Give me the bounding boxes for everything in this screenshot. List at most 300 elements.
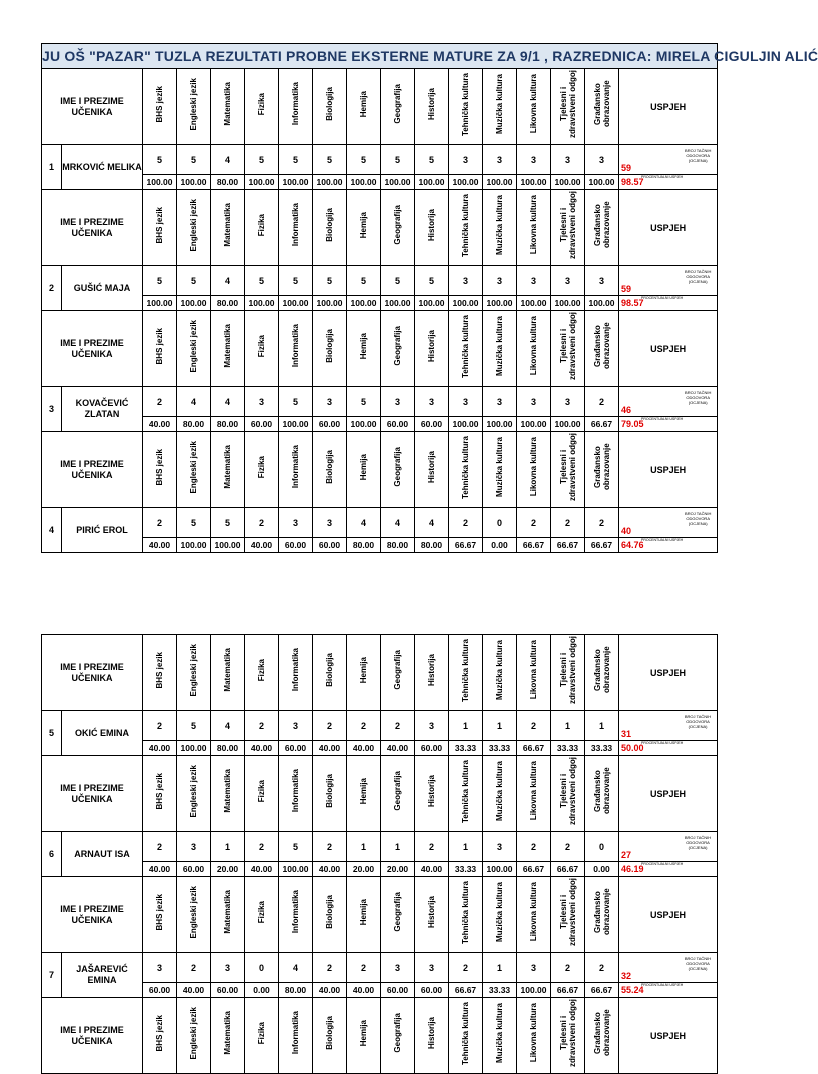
subject-header <box>279 877 313 953</box>
subject-header <box>449 69 483 145</box>
grade-cell: 3 <box>245 387 279 417</box>
subject-label: Biologija <box>325 1016 335 1050</box>
student-number: 3 <box>42 387 62 432</box>
percent-cell: 40.00 <box>313 741 347 756</box>
correct-note: BROJ TAČNIH ODGOVORA (OCJENA) <box>684 835 712 850</box>
percent-cell: 0.00 <box>585 862 619 877</box>
percent-cell: 100.00 <box>313 296 347 311</box>
subject-label: Likovna kultura <box>529 640 539 700</box>
subject-label: Historija <box>427 774 437 807</box>
percent-cell: 60.00 <box>143 983 177 998</box>
percent-total-cell <box>619 983 718 998</box>
student-name: PIRIĆ EROL <box>62 508 143 553</box>
grades-row <box>42 508 718 538</box>
percent-cell: 66.67 <box>449 538 483 553</box>
grade-cell: 5 <box>177 508 211 538</box>
correct-note: BROJ TAČNIH ODGOVORA (OCJENA) <box>685 148 712 163</box>
grade-cell: 3 <box>313 508 347 538</box>
percent-cell: 100.00 <box>279 296 313 311</box>
subject-header <box>483 635 517 711</box>
subject-label: Informatika <box>291 1011 301 1055</box>
subject-label: Građansko obrazovanje <box>592 80 611 128</box>
subject-header <box>517 69 551 145</box>
subject-label: Tehnička kultura <box>461 1001 471 1065</box>
subject-label: Historija <box>427 1016 437 1049</box>
subject-label: Informatika <box>291 890 301 934</box>
total-cell <box>619 266 718 296</box>
subject-label: Tjelesni i zdravstveni odgoj <box>558 636 577 705</box>
subject-label: Engleski jezik <box>189 319 198 373</box>
subject-header <box>279 311 313 387</box>
subject-header <box>313 877 347 953</box>
subject-header <box>143 877 177 953</box>
percent-note: PROCENTUALNI USPJEH <box>641 741 684 745</box>
grade-cell: 2 <box>313 953 347 983</box>
subject-header <box>483 432 517 508</box>
student-number: 6 <box>42 832 62 877</box>
percent-cell: 100.00 <box>415 296 449 311</box>
subject-header <box>347 635 381 711</box>
percent-total: 50.00 <box>621 743 644 753</box>
student-number: 5 <box>42 711 62 756</box>
percent-row <box>42 741 718 756</box>
subject-header <box>449 635 483 711</box>
subject-header <box>177 998 211 1074</box>
grade-cell: 3 <box>449 266 483 296</box>
subject-header <box>415 998 449 1074</box>
student-number: 7 <box>42 953 62 998</box>
percent-note: PROCENTUALNI USPJEH <box>641 417 684 421</box>
subject-label: Muzička kultura <box>495 194 504 255</box>
subject-header <box>551 635 585 711</box>
student-name: MRKOVIĆ MELIKA <box>62 145 143 190</box>
subject-label: Hemija <box>359 453 368 481</box>
percent-row <box>42 175 718 190</box>
subject-header <box>483 311 517 387</box>
grade-cell: 3 <box>551 266 585 296</box>
percent-cell: 66.67 <box>449 983 483 998</box>
percent-cell: 60.00 <box>381 417 415 432</box>
grade-cell: 3 <box>449 145 483 175</box>
grade-cell: 2 <box>381 711 415 741</box>
subject-header <box>551 311 585 387</box>
subject-label: Matematika <box>223 445 232 489</box>
subject-label: Tehnička kultura <box>461 72 470 136</box>
subject-label: BHS jezik <box>155 327 164 365</box>
grade-cell: 3 <box>211 953 245 983</box>
percent-cell: 100.00 <box>551 417 585 432</box>
subject-header <box>313 311 347 387</box>
subject-label: Biologija <box>325 774 335 808</box>
grade-cell: 3 <box>381 387 415 417</box>
percent-cell: 40.00 <box>143 862 177 877</box>
subject-header <box>177 635 211 711</box>
subject-label: BHS jezik <box>155 1014 165 1052</box>
correct-total: 59 <box>621 163 632 173</box>
percent-total-cell <box>619 862 718 877</box>
subject-header <box>415 635 449 711</box>
subject-header <box>551 69 585 145</box>
subject-label: Hemija <box>359 332 368 360</box>
percent-cell: 20.00 <box>347 862 381 877</box>
percent-cell: 40.00 <box>177 983 211 998</box>
percent-cell: 20.00 <box>381 862 415 877</box>
results-table-top <box>41 43 818 553</box>
subject-header <box>517 311 551 387</box>
grades-row <box>42 145 718 175</box>
grade-cell: 2 <box>551 953 585 983</box>
correct-total: 31 <box>621 729 632 739</box>
header-row <box>42 432 718 508</box>
grade-cell: 3 <box>483 832 517 862</box>
subject-header <box>143 998 177 1074</box>
subject-label: Tehnička kultura <box>461 314 470 378</box>
subject-label: Historija <box>427 653 437 686</box>
subject-label: Engleski jezik <box>189 764 199 818</box>
subject-label: Biologija <box>325 450 334 484</box>
percent-cell: 66.67 <box>517 538 551 553</box>
subject-label: Matematika <box>223 648 233 692</box>
subject-header <box>381 432 415 508</box>
subject-header <box>177 190 211 266</box>
subject-label: Likovna kultura <box>529 437 538 497</box>
header-row <box>42 756 718 832</box>
subject-label: Tjelesni i zdravstveni odgoj <box>558 999 577 1068</box>
result-header: USPJEH <box>619 998 718 1074</box>
subject-label: Geografija <box>393 892 403 932</box>
subject-header <box>279 756 313 832</box>
subject-header <box>381 69 415 145</box>
name-header: IME I PREZIME UČENIKA <box>42 432 143 508</box>
grade-cell: 4 <box>211 266 245 296</box>
subject-label: Hemija <box>359 211 368 239</box>
subject-header <box>245 311 279 387</box>
percent-cell: 60.00 <box>381 983 415 998</box>
percent-cell: 100.00 <box>177 175 211 190</box>
percent-row <box>42 538 718 553</box>
percent-cell: 100.00 <box>483 296 517 311</box>
percent-cell: 80.00 <box>415 538 449 553</box>
subject-label: Historija <box>427 208 436 241</box>
percent-cell: 100.00 <box>449 175 483 190</box>
subject-label: Muzička kultura <box>495 436 504 497</box>
percent-cell: 0.00 <box>245 983 279 998</box>
percent-cell: 100.00 <box>347 175 381 190</box>
grade-cell: 5 <box>415 266 449 296</box>
subject-header <box>381 635 415 711</box>
result-header: USPJEH <box>619 432 718 508</box>
subject-label: Tjelesni i zdravstveni odgoj <box>558 757 577 826</box>
title-row <box>42 44 718 69</box>
percent-cell: 100.00 <box>483 175 517 190</box>
subject-header <box>415 69 449 145</box>
total-cell <box>619 832 718 862</box>
subject-label: Fizika <box>257 658 267 682</box>
subject-header <box>483 190 517 266</box>
grade-cell: 4 <box>211 711 245 741</box>
percent-cell: 100.00 <box>313 175 347 190</box>
correct-total: 59 <box>621 284 632 294</box>
grade-cell: 5 <box>177 266 211 296</box>
grade-cell: 3 <box>483 387 517 417</box>
percent-total-cell <box>619 296 718 311</box>
percent-cell: 100.00 <box>381 296 415 311</box>
percent-cell: 40.00 <box>347 983 381 998</box>
subject-label: Engleski jezik <box>189 440 198 494</box>
result-header: USPJEH <box>619 756 718 832</box>
results-table-2 <box>41 634 718 1074</box>
correct-note: BROJ TAČNIH ODGOVORA (OCJENA) <box>684 956 712 971</box>
percent-cell: 66.67 <box>551 862 585 877</box>
subject-header <box>347 998 381 1074</box>
subject-header <box>347 432 381 508</box>
subject-header <box>415 190 449 266</box>
percent-cell: 40.00 <box>143 741 177 756</box>
subject-header <box>347 756 381 832</box>
percent-cell: 100.00 <box>517 417 551 432</box>
subject-label: Hemija <box>359 90 368 118</box>
grade-cell: 0 <box>483 508 517 538</box>
subject-header <box>245 877 279 953</box>
percent-row <box>42 296 718 311</box>
grade-cell: 4 <box>211 145 245 175</box>
percent-total-cell <box>619 538 718 553</box>
grade-cell: 3 <box>415 387 449 417</box>
percent-note: PROCENTUALNI USPJEH <box>641 538 684 542</box>
subject-header <box>483 877 517 953</box>
subject-label: Informatika <box>291 445 300 489</box>
subject-label: Muzička kultura <box>495 760 505 821</box>
subject-label: BHS jezik <box>155 772 165 810</box>
subject-label: Matematika <box>223 769 233 813</box>
grade-cell: 3 <box>415 711 449 741</box>
grade-cell: 5 <box>245 266 279 296</box>
student-name: GUŠIĆ MAJA <box>62 266 143 311</box>
percent-cell: 100.00 <box>177 296 211 311</box>
subject-label: Fizika <box>257 900 267 924</box>
subject-label: Fizika <box>257 334 266 358</box>
grade-cell: 1 <box>483 953 517 983</box>
subject-label: Informatika <box>291 769 301 813</box>
grades-row <box>42 832 718 862</box>
subject-header <box>517 635 551 711</box>
grade-cell: 1 <box>449 711 483 741</box>
subject-header <box>143 432 177 508</box>
subject-header <box>245 998 279 1074</box>
subject-label: BHS jezik <box>155 651 165 689</box>
grade-cell: 3 <box>551 145 585 175</box>
subject-label: Tjelesni i zdravstveni odgoj <box>558 878 577 947</box>
grade-cell: 5 <box>313 145 347 175</box>
subject-label: Građansko obrazovanje <box>592 767 611 815</box>
grade-cell: 2 <box>517 508 551 538</box>
result-header: USPJEH <box>619 635 718 711</box>
percent-cell: 40.00 <box>415 862 449 877</box>
subject-header <box>381 756 415 832</box>
grade-cell: 4 <box>211 387 245 417</box>
subject-header <box>245 69 279 145</box>
subject-header <box>449 190 483 266</box>
grade-cell: 2 <box>517 711 551 741</box>
subject-label: Biologija <box>325 87 334 121</box>
subject-label: Građansko obrazovanje <box>592 443 611 491</box>
correct-note: BROJ TAČNIH ODGOVORA (OCJENA) <box>684 714 712 729</box>
subject-label: Tehnička kultura <box>461 193 470 257</box>
grade-cell: 2 <box>245 508 279 538</box>
percent-row <box>42 417 718 432</box>
subject-label: Građansko obrazovanje <box>592 1009 611 1057</box>
subject-header <box>177 432 211 508</box>
grade-cell: 0 <box>245 953 279 983</box>
percent-cell: 100.00 <box>585 175 619 190</box>
grade-cell: 3 <box>313 387 347 417</box>
results-table-1 <box>41 43 818 553</box>
grade-cell: 5 <box>347 387 381 417</box>
percent-cell: 66.67 <box>551 538 585 553</box>
grade-cell: 5 <box>381 266 415 296</box>
subject-header <box>517 998 551 1074</box>
subject-header <box>449 998 483 1074</box>
subject-header <box>551 877 585 953</box>
subject-header <box>449 432 483 508</box>
subject-header <box>211 311 245 387</box>
subject-label: Muzička kultura <box>495 881 505 942</box>
grade-cell: 4 <box>279 953 313 983</box>
subject-label: Muzička kultura <box>495 315 504 376</box>
page-title: JU OŠ "PAZAR" TUZLA REZULTATI PROBNE EKSTERNE MATURE ZA 9/1 , RAZREDNICA: MIRELA CIGULJIN ALIĆ <box>42 44 718 69</box>
subject-header <box>177 69 211 145</box>
subject-header <box>211 877 245 953</box>
percent-cell: 100.00 <box>347 417 381 432</box>
grade-cell: 5 <box>245 145 279 175</box>
subject-header <box>279 432 313 508</box>
grade-cell: 5 <box>415 145 449 175</box>
subject-header <box>415 432 449 508</box>
percent-cell: 100.00 <box>177 741 211 756</box>
name-header: IME I PREZIME UČENIKA <box>42 998 143 1074</box>
subject-label: Engleski jezik <box>189 1006 199 1060</box>
percent-cell: 40.00 <box>245 538 279 553</box>
result-header: USPJEH <box>619 69 718 145</box>
percent-cell: 33.33 <box>483 983 517 998</box>
percent-cell: 100.00 <box>415 175 449 190</box>
subject-header <box>143 69 177 145</box>
percent-cell: 40.00 <box>313 862 347 877</box>
grade-cell: 3 <box>279 711 313 741</box>
header-row <box>42 998 718 1074</box>
grade-cell: 3 <box>585 145 619 175</box>
subject-header <box>313 69 347 145</box>
percent-cell: 100.00 <box>143 296 177 311</box>
subject-header <box>279 190 313 266</box>
subject-header <box>347 190 381 266</box>
subject-label: Hemija <box>359 656 369 684</box>
grade-cell: 2 <box>245 711 279 741</box>
total-cell <box>619 145 718 175</box>
subject-label: BHS jezik <box>155 893 165 931</box>
subject-label: Matematika <box>223 1011 233 1055</box>
grade-cell: 3 <box>415 953 449 983</box>
subject-label: Građansko obrazovanje <box>592 322 611 370</box>
percent-cell: 100.00 <box>517 296 551 311</box>
grade-cell: 2 <box>415 832 449 862</box>
percent-cell: 60.00 <box>313 538 347 553</box>
percent-cell: 40.00 <box>313 983 347 998</box>
subject-header <box>381 877 415 953</box>
subject-label: Tjelesni i zdravstveni odgoj <box>558 70 577 139</box>
grade-cell: 1 <box>449 832 483 862</box>
percent-cell: 100.00 <box>483 862 517 877</box>
percent-cell: 80.00 <box>211 175 245 190</box>
subject-header <box>517 877 551 953</box>
grade-cell: 2 <box>517 832 551 862</box>
subject-header <box>585 69 619 145</box>
subject-header <box>585 432 619 508</box>
subject-label: Matematika <box>223 324 232 368</box>
percent-cell: 66.67 <box>517 741 551 756</box>
percent-cell: 80.00 <box>211 417 245 432</box>
subject-header <box>585 190 619 266</box>
percent-cell: 60.00 <box>415 983 449 998</box>
percent-cell: 40.00 <box>347 741 381 756</box>
subject-header <box>551 756 585 832</box>
percent-total: 98.57 <box>621 177 644 187</box>
student-name: OKIĆ EMINA <box>62 711 143 756</box>
subject-header <box>143 311 177 387</box>
grade-cell: 3 <box>551 387 585 417</box>
percent-cell: 100.00 <box>245 175 279 190</box>
subject-header <box>517 432 551 508</box>
subject-label: Tjelesni i zdravstveni odgoj <box>558 433 577 502</box>
subject-header <box>245 756 279 832</box>
percent-cell: 33.33 <box>449 741 483 756</box>
percent-cell: 80.00 <box>177 417 211 432</box>
percent-cell: 100.00 <box>279 417 313 432</box>
subject-label: BHS jezik <box>155 206 164 244</box>
percent-cell: 60.00 <box>313 417 347 432</box>
subject-label: Matematika <box>223 890 233 934</box>
grade-cell: 3 <box>279 508 313 538</box>
percent-cell: 100.00 <box>483 417 517 432</box>
header-row <box>42 311 718 387</box>
percent-cell: 60.00 <box>279 741 313 756</box>
percent-cell: 0.00 <box>483 538 517 553</box>
result-header: USPJEH <box>619 877 718 953</box>
grade-cell: 5 <box>347 145 381 175</box>
percent-cell: 33.33 <box>483 741 517 756</box>
subject-header <box>279 69 313 145</box>
subject-label: Građansko obrazovanje <box>592 201 611 249</box>
percent-cell: 40.00 <box>245 741 279 756</box>
subject-label: BHS jezik <box>155 448 164 486</box>
subject-label: Geografija <box>393 650 403 690</box>
result-header: USPJEH <box>619 190 718 266</box>
correct-note: BROJ TAČNIH ODGOVORA (OCJENA) <box>685 390 712 405</box>
percent-cell: 80.00 <box>279 983 313 998</box>
total-cell <box>619 508 718 538</box>
subject-header <box>143 756 177 832</box>
grade-cell: 2 <box>245 832 279 862</box>
percent-cell: 100.00 <box>245 296 279 311</box>
percent-total-cell <box>619 175 718 190</box>
percent-row <box>42 862 718 877</box>
correct-total: 40 <box>621 526 632 536</box>
grade-cell: 4 <box>381 508 415 538</box>
percent-cell: 66.67 <box>551 983 585 998</box>
subject-label: Muzička kultura <box>495 73 504 134</box>
subject-header <box>585 756 619 832</box>
percent-cell: 100.00 <box>177 538 211 553</box>
